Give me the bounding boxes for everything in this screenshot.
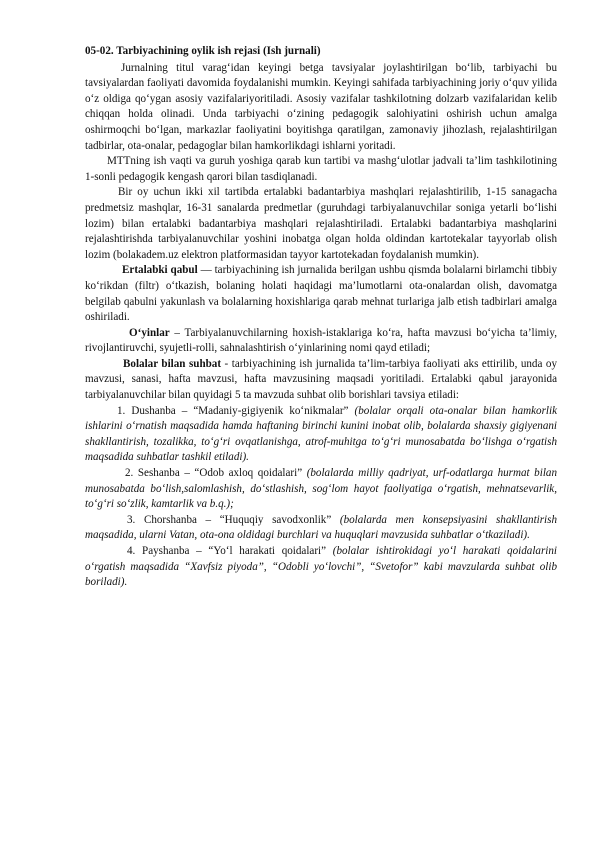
section-title: 05-02. Tarbiyachining oylik ish rejasi (Ish jurnali) bbox=[85, 45, 321, 57]
paragraph-games-text: – Tarbiyalanuvchilarning hoxish-istaklariga ko‘ra, hafta mavzusi bo‘yicha ta’limiy, rivojlantiruvchi, syujetli-rolli, sahnalashtirish o‘yinlarining nomi qayd etiladi; bbox=[85, 326, 557, 355]
list-item-tuesday-desc: (bolalarda milliy qadriyat, urf-odatlarga hurmat bilan munosabatda bo‘lish,salomlashish, do‘stlashish, sog‘lom hayot faoliyatiga o‘rgatish, mehnatsevarlik, to‘g‘ri so‘zlik, kamtarlik va b.q.); bbox=[85, 467, 557, 511]
list-item-monday bbox=[85, 404, 557, 466]
list-item-thursday-desc: (bolalar ishtirokidagi yo‘l harakati qoidalarini o‘rgatish maqsadida “Xavfsiz piyoda”, “Odobli yo‘lovchi”, “Svetofor” kabi mavzularda suhbat olib boriladi). bbox=[85, 545, 557, 589]
paragraph-morning-exercises: Bir oy uchun ikki xil tartibda ertalabki badantarbiya mashqlari rejalashtirilib, 1-15 sanagacha predmetsiz mashqlar, 16-31 sanalarda predmetlar (guruhdagi tarbiyalanuvchilar soniga yetarli bo‘lishi lozim) bilan ertalabki badantarbiya mashqlari rejalashtiriladi. Ertalabki badantarbiya mashqlarini rejalashtirishda tarbiyalanuvchilar yoshini inobatga olgan holda oldindan kartotekalar tayyorlab olish lozim (bolakadem.uz elektron platformasidan tayyor kartotekadan foydalanish mumkin). bbox=[85, 186, 557, 261]
paragraph-journal-intro: Jurnalning titul varag‘idan keyingi betga tavsiyalar joylashtirilgan bo‘lib, tarbiyachi bu tavsiyalardan faoliyati davomida foydalanishi mumkin. Keyingi sahifada tarbiyachining joriy o‘quv yilida o‘z oldiga qo‘ygan asosiy vazifalariyoritiladi. Asosiy vazifalar tashkilotning dolzarb vazifalaridan kelib chiqqan holda olinadi. Unda tarbiyachi o‘zining pedagogik salohiyatini oshirish uchun amalga oshirmoqchi bo‘lgan, markazlar faoliyatini boyitishga qaratilgan, zamonaviy jihozlash, rejalashtirilgan tadbirlar, ota-onalar, pedagoglar bilan hamkorlikdagi ishlarni yoritadi. bbox=[85, 61, 557, 152]
term-morning-reception: Ertalabki qabul bbox=[122, 264, 198, 277]
term-games: O‘yinlar bbox=[129, 326, 170, 339]
list-item-wednesday-desc: (bolalarda men konsepsiyasini shakllantirish maqsadida, ularni Vatan, ota-ona oldidagi burchlari va huquqlari mavzusida suhbatlar o‘tkaziladi). bbox=[85, 513, 558, 542]
paragraph-conversation bbox=[85, 357, 557, 404]
list-item-thursday bbox=[85, 544, 557, 591]
paragraph-games bbox=[85, 326, 557, 357]
list-item-wednesday-head: 3. Chorshanba – “Huquqiy savodxonlik” bbox=[127, 513, 340, 526]
paragraph-conversation-text: - tarbiyachining ish jurnalida ta’lim-tarbiya faoliyati aks ettirilib, unda oy mavzusi, sanasi, hafta mavzusi, hafta mavzusining maqsadi yoritiladi. Ertalabki qabul jarayonida tarbiyalanuvchilar bilan quyidagi 5 ta mavzuda suhbat olib borishlari tavsiya etiladi: bbox=[85, 357, 557, 402]
paragraph-morning-reception bbox=[85, 263, 557, 325]
list-item-thursday-head: 4. Payshanba – “Yo‘l harakati qoidalari” bbox=[127, 545, 333, 557]
list-item-tuesday bbox=[85, 466, 557, 513]
term-conversation: Bolalar bilan suhbat bbox=[123, 357, 222, 370]
paragraph-morning-reception-text: — tarbiyachining ish jurnalida berilgan ushbu qismda bolalarni birlamchi tibbiy ko‘rikdan (filtr) o‘tkazish, bolaning holati haqidagi ma’lumotlarni ota-onalardan olish, davomatga belgilab qabulni yakunlash va bolalarning hoxishlariga qarab mehnat turlariga jalb etish tadbirlari amalga oshiriladi. bbox=[85, 264, 557, 324]
document-page bbox=[85, 44, 557, 591]
paragraph-schedule: MTTning ish vaqti va guruh yoshiga qarab kun tartibi va mashg‘ulotlar jadvali ta’lim tashkilotining 1-sonli pedagogik kengash qarori bilan tasdiqlanadi. bbox=[85, 155, 557, 183]
list-item-monday-desc: (bolalar orqali ota-onalar bilan hamkorlik ishlarini o‘rnatish maqsadida hamda haftaning birinchi kunini inobat olib, bolalarda shaxsiy gigiyenani shakllantirish, tozalikka, to‘g‘ri ovqatlanishga, atrof-muhitga to‘g‘ri munosabatda bo‘lishga o‘rgatish maqsadida suhbatlar tashkil etiladi). bbox=[85, 404, 557, 464]
list-item-tuesday-head: 2. Seshanba – “Odob axloq qoidalari” bbox=[125, 467, 307, 480]
list-item-monday-head: 1. Dushanba – “Madaniy-gigiyenik ko‘nikmalar” bbox=[117, 404, 355, 417]
list-item-wednesday bbox=[85, 513, 557, 544]
